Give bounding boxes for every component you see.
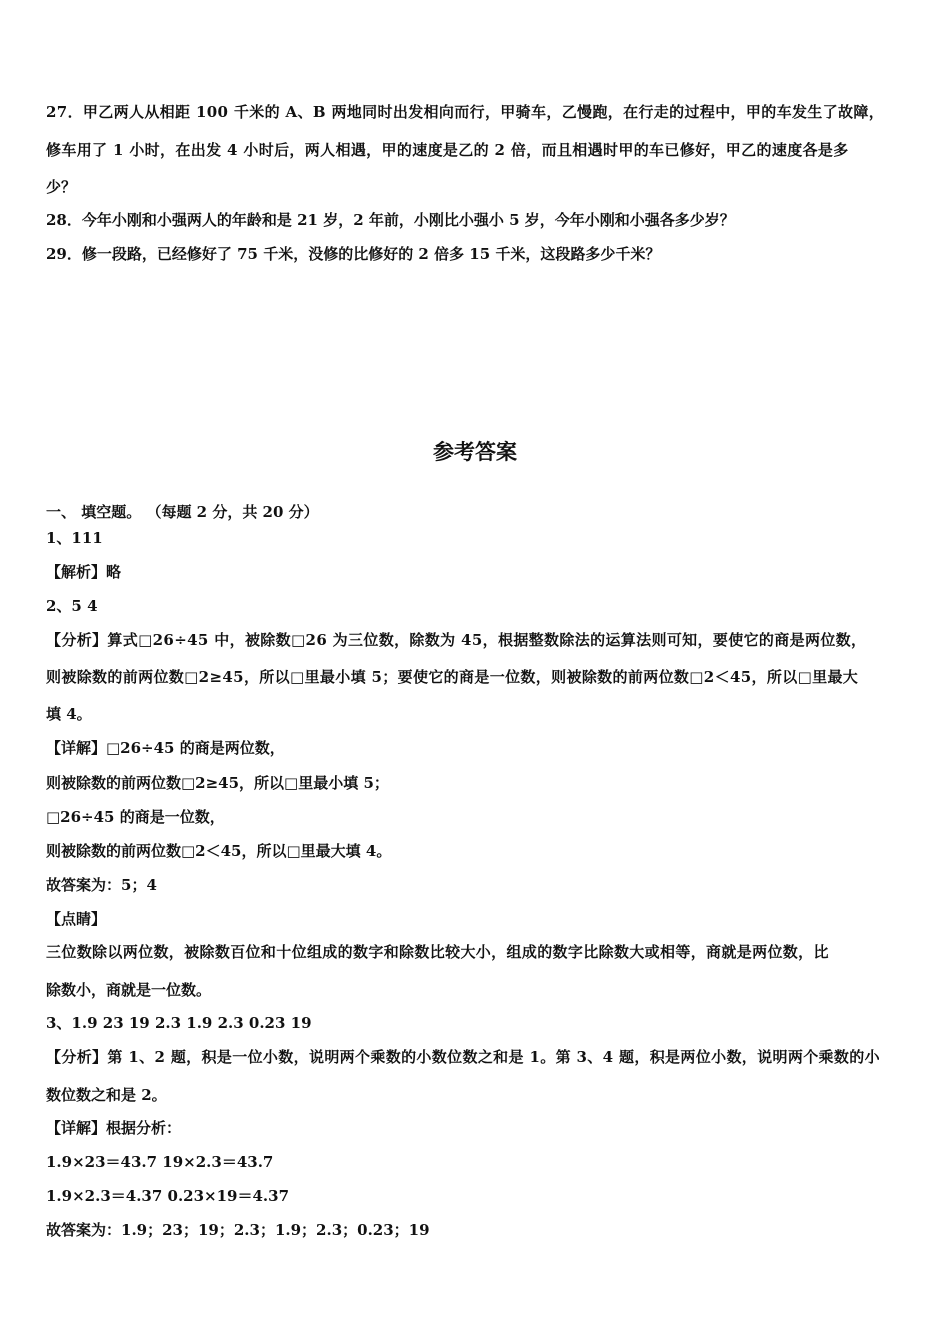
answer-2-analysis-line-1: 【分析】算式□26÷45 中，被除数□26 为三位数，除数为 45，根据整数除法的运算法则可知，要使它的商是两位数，: [46, 631, 867, 649]
answer-2-point-label: 【点睛】: [46, 910, 107, 928]
answer-3: 3、1.9 23 19 2.3 1.9 2.3 0.23 19: [46, 1014, 312, 1032]
answer-2: 2、5 4: [46, 597, 98, 615]
answer-3-analysis-line-2: 数位数之和是 2。: [46, 1086, 167, 1104]
answer-2-point-line-2: 除数小，商就是一位数。: [46, 981, 212, 999]
answer-2-detail-line-2: 则被除数的前两位数□2≥45，所以□里最小填 5；: [46, 774, 389, 792]
answer-1-analysis: 【解析】略: [46, 563, 122, 581]
question-27-line-1: 27．甲乙两人从相距 100 千米的 A、B 两地同时出发相向而行，甲骑车，乙慢跑，在行走的过程中，甲的车发生了故障，: [46, 103, 885, 121]
answer-3-detail-line-4: 故答案为：1.9；23；19；2.3；1.9；2.3；0.23；19: [46, 1221, 430, 1239]
section-heading: 一、 填空题。 （每题 2 分，共 20 分）: [46, 503, 319, 521]
answer-3-analysis-line-1: 【分析】第 1、2 题，积是一位小数，说明两个乘数的小数位数之和是 1。第 3、4 题，积是两位小数，说明两个乘数的小: [46, 1048, 880, 1066]
question-27-line-2: 修车用了 1 小时，在出发 4 小时后，两人相遇，甲的速度是乙的 2 倍，而且相遇时甲的车已修好，甲乙的速度各是多: [46, 141, 849, 159]
answer-3-detail-line-2: 1.9×23＝43.7 19×2.3＝43.7: [46, 1153, 274, 1171]
answer-2-analysis-line-3: 填 4。: [46, 705, 92, 723]
answer-3-detail-line-1: 【详解】根据分析：: [46, 1119, 182, 1137]
question-28: 28．今年小刚和小强两人的年龄和是 21 岁，2 年前，小刚比小强小 5 岁，今年小刚和小强各多少岁？: [46, 211, 735, 229]
answer-2-detail-line-4: 则被除数的前两位数□2＜45，所以□里最大填 4。: [46, 842, 392, 860]
answer-2-detail-line-1: 【详解】□26÷45 的商是两位数，: [46, 739, 285, 757]
answer-2-detail-line-5: 故答案为：5；4: [46, 876, 157, 894]
answers-title: 参考答案: [433, 440, 517, 464]
answer-1: 1、111: [46, 529, 103, 547]
answer-2-detail-line-3: □26÷45 的商是一位数，: [46, 808, 225, 826]
question-27-line-3: 少？: [46, 178, 77, 196]
question-29: 29．修一段路，已经修好了 75 千米，没修的比修好的 2 倍多 15 千米，这段路多少千米？: [46, 245, 661, 263]
answer-2-point-line-1: 三位数除以两位数，被除数百位和十位组成的数字和除数比较大小，组成的数字比除数大或相等，商就是两位数，比: [46, 943, 829, 961]
answer-3-detail-line-3: 1.9×2.3＝4.37 0.23×19＝4.37: [46, 1187, 290, 1205]
answer-2-analysis-line-2: 则被除数的前两位数□2≥45，所以□里最小填 5；要使它的商是一位数，则被除数的前两位数□2＜45，所以□里最大: [46, 668, 859, 686]
